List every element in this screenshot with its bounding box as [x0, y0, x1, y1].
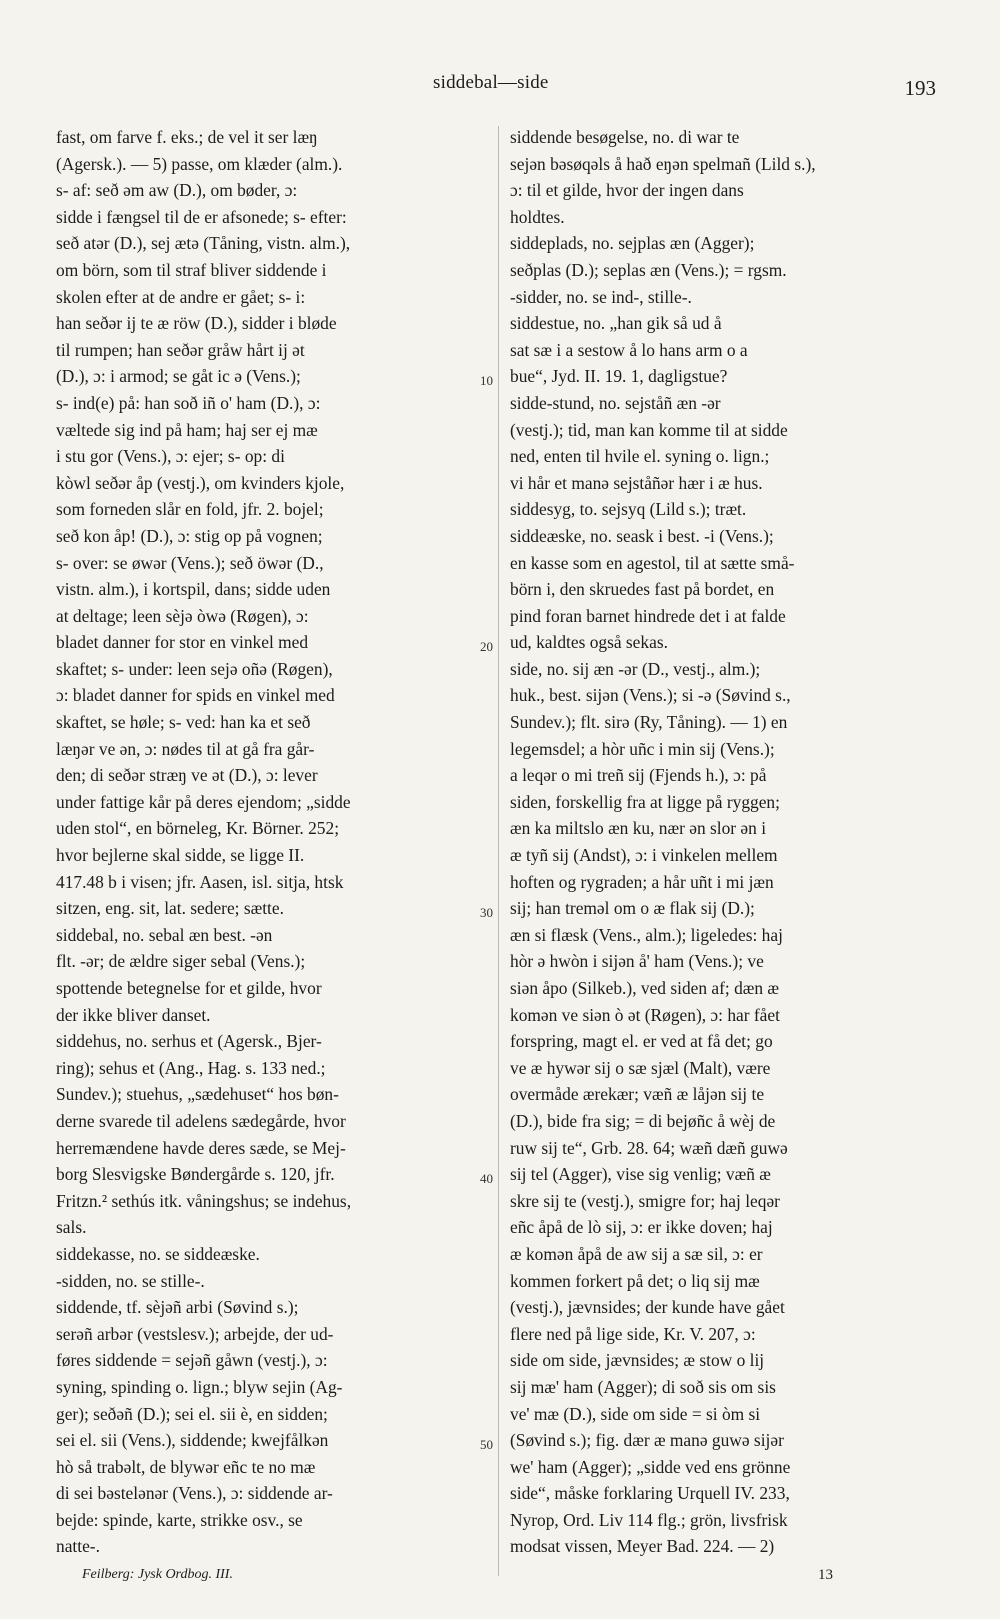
text-line: hoften og rygraden; a hår uñt i mi jæn [510, 871, 774, 892]
column-divider [498, 126, 499, 1576]
text-line: siddeplads, no. sejplas æn (Agger); [510, 233, 755, 254]
text-line: siddende, tf. sèjəñ arbi (Søvind s.); [56, 1297, 299, 1318]
text-line: sij mæ' ham (Agger); di soð sis om sis [510, 1376, 776, 1397]
text-line: a leqər o mi treñ sij (Fjends h.), ɔ: på [510, 765, 767, 786]
text-line: börn i, den skruedes fast på bordet, en [510, 579, 775, 600]
text-line: uden stol“, en börneleg, Kr. Börner. 252; [56, 818, 340, 839]
text-line: ve æ hywər sij o sæ sjæl (Malt), være [510, 1057, 771, 1078]
text-line: til rumpen; han seðər gråw hårt ij ət [56, 339, 305, 360]
text-line: (Agersk.). — 5) passe, om klæder (alm.). [56, 153, 343, 174]
text-line: seð kon åp! (D.), ɔ: stig op på vognen; [56, 525, 323, 546]
text-line: kòwl seðər åp (vestj.), om kvinders kjole, [56, 472, 345, 493]
text-line: siden, forskellig fra at ligge på ryggen; [510, 791, 780, 812]
text-line: side“, måske forklaring Urquell IV. 233, [510, 1483, 790, 1504]
text-line: som forneden slår en fold, jfr. 2. bojel; [56, 499, 324, 520]
text-line: sat sæ i a sestow å lo hans arm o a [510, 339, 748, 360]
text-line: di sei bəstelənər (Vens.), ɔ: siddende ar- [56, 1483, 333, 1504]
text-line: føres siddende = sejəñ gåwn (vestj.), ɔ: [56, 1350, 328, 1371]
text-line: seð atər (D.), sej ætə (Tåning, vistn. alm.), [56, 233, 351, 254]
text-line: om börn, som til straf bliver siddende i [56, 259, 327, 280]
text-line: borg Slesvigske Bøndergårde s. 120, jfr. [56, 1164, 335, 1185]
text-line: we' ham (Agger); „sidde ved ens grönne [510, 1456, 791, 1477]
text-line: komən ve siən ò ət (Røgen), ɔ: har fået [510, 1004, 780, 1025]
text-line: siddebal, no. sebal æn best. -ən [56, 924, 273, 945]
text-line: i stu gor (Vens.), ɔ: ejer; s- op: di [56, 446, 285, 467]
text-line: natte-. [56, 1536, 100, 1557]
text-line: Nyrop, Ord. Liv 114 flg.; grön, livsfrisk [510, 1509, 788, 1530]
text-line: under fattige kår på deres ejendom; „sidde [56, 791, 351, 812]
text-line: skaftet, se høle; s- ved: han ka et seð [56, 712, 311, 733]
text-line: holdtes. [510, 206, 565, 227]
text-line: skolen efter at de andre er gået; s- i: [56, 286, 306, 307]
text-line: bue“, Jyd. II. 19. 1, dagligstue? [510, 366, 728, 387]
text-line: sidde-stund, no. sejståñ æn -ər [510, 392, 721, 413]
text-line: hòr ə hwòn i sijən å' ham (Vens.); ve [510, 951, 764, 972]
text-line: serəñ arbər (vestslesv.); arbejde, der ud- [56, 1323, 334, 1344]
text-line: ring); sehus et (Ang., Hag. s. 133 ned.; [56, 1057, 326, 1078]
signature-mark: 13 [818, 1567, 833, 1583]
text-line: Sundev.); flt. sirə (Ry, Tåning). — 1) en [510, 712, 788, 733]
line-number: 50 [480, 1437, 493, 1452]
text-line: bladet danner for stor en vinkel med [56, 632, 309, 653]
text-line: sidde i fængsel til de er afsonede; s- efter: [56, 206, 347, 227]
text-line: sij tel (Agger), vise sig venlig; væñ æ [510, 1164, 771, 1185]
text-line: (Søvind s.); fig. dær æ manə guwə sijər [510, 1430, 784, 1451]
text-line: ɔ: bladet danner for spids en vinkel med [56, 685, 335, 706]
running-head: siddebal—side [433, 72, 549, 93]
text-line: fast, om farve f. eks.; de vel it ser læŋ [56, 127, 318, 147]
text-line: siddehus, no. serhus et (Agersk., Bjer- [56, 1031, 322, 1052]
line-number: 20 [480, 639, 493, 654]
text-line: han seðər ij te æ röw (D.), sidder i bløde [56, 313, 337, 334]
text-line: Sundev.); stuehus, „sædehuset“ hos bøn- [56, 1084, 339, 1105]
text-line: siddesyg, to. sejsyq (Lild s.); træt. [510, 499, 747, 520]
text-line: flere ned på lige side, Kr. V. 207, ɔ: [510, 1323, 756, 1344]
text-line: eñc åpå de lò sij, ɔ: er ikke doven; haj [510, 1217, 773, 1238]
text-line: -sidden, no. se stille-. [56, 1270, 205, 1291]
text-line: ve' mæ (D.), side om side = si òm si [510, 1403, 761, 1424]
text-line: æn si flæsk (Vens., alm.); ligeledes: haj [510, 924, 783, 945]
text-line: æ tyñ sij (Andst), ɔ: i vinkelen mellem [510, 845, 778, 866]
text-line: hò så trabəlt, de blywər eñc te no mæ [56, 1456, 316, 1477]
text-line: siddestue, no. „han gik så ud å [510, 313, 722, 334]
text-line: siddende besøgelse, no. di war te [510, 127, 740, 147]
text-line: legemsdel; a hòr uñc i min sij (Vens.); [510, 738, 775, 759]
text-line: ɔ: til et gilde, hvor der ingen dans [510, 180, 744, 201]
text-line: ruw sij te“, Grb. 28. 64; wæñ dæñ guwə [510, 1137, 788, 1158]
page-number: 193 [904, 76, 936, 100]
text-line: derne svarede til adelens sædegårde, hvor [56, 1110, 346, 1131]
text-line: at deltage; leen sèjə òwə (Røgen), ɔ: [56, 605, 309, 626]
text-line: syning, spinding o. lign.; blyw sejin (Ag- [56, 1376, 343, 1397]
text-line: ned, enten til hvile el. syning o. lign.; [510, 446, 770, 467]
text-line: modsat vissen, Meyer Bad. 224. — 2) [510, 1536, 775, 1557]
footer-source: Feilberg: Jysk Ordbog. III. [82, 1567, 233, 1582]
text-line: ger); seðəñ (D.); sei el. sii è, en sidden; [56, 1403, 328, 1424]
text-line: skaftet; s- under: leen sejə oñə (Røgen), [56, 658, 333, 679]
text-line: side om side, jævnsides; æ stow o lij [510, 1350, 765, 1371]
text-line: der ikke bliver danset. [56, 1004, 211, 1025]
left-column [56, 124, 472, 1560]
text-line: hvor bejlerne skal sidde, se ligge II. [56, 845, 305, 866]
text-line: -sidder, no. se ind-, stille-. [510, 286, 692, 307]
text-line: en kasse som en agestol, til at sætte små- [510, 552, 795, 573]
text-line: (vestj.), jævnsides; der kunde have gået [510, 1297, 785, 1318]
text-line: side, no. sij æn -ər (D., vestj., alm.); [510, 658, 761, 679]
right-column [510, 124, 938, 1560]
text-line: væltede sig ind på ham; haj ser ej mæ [56, 419, 318, 440]
text-line: vi hår et manə sejståñər hær i æ hus. [510, 472, 763, 493]
text-line: sals. [56, 1217, 87, 1238]
text-line: 417.48 b i visen; jfr. Aasen, isl. sitja, htsk [56, 871, 344, 892]
text-line: flt. -ər; de ældre siger sebal (Vens.); [56, 951, 306, 972]
text-line: bejde: spinde, karte, strikke osv., se [56, 1509, 303, 1530]
line-number: 40 [480, 1171, 493, 1186]
text-line: sij; han treməl om o æ flak sij (D.); [510, 898, 755, 919]
text-line: (vestj.); tid, man kan komme til at sidde [510, 419, 788, 440]
text-line: forspring, magt el. er ved at få det; go [510, 1031, 773, 1052]
text-line: s- af: seð əm aw (D.), om bøder, ɔ: [56, 180, 298, 201]
text-line: skre sij te (vestj.), smigre for; haj leqər [510, 1190, 780, 1211]
text-line: s- over: se øwər (Vens.); seð öwər (D., [56, 552, 324, 573]
line-number: 10 [480, 373, 493, 388]
text-line: sitzen, eng. sit, lat. sedere; sætte. [56, 898, 284, 919]
text-line: den; di seðər stræŋ ve ət (D.), ɔ: lever [56, 765, 318, 786]
text-line: siddekasse, no. se siddeæske. [56, 1243, 260, 1264]
text-line: læŋər ve ən, ɔ: nødes til at gå fra går- [56, 738, 315, 759]
text-line: s- ind(e) på: han soð iñ o' ham (D.), ɔ: [56, 392, 321, 413]
text-line: overmåde ærekær; væñ æ låjən sij te [510, 1084, 765, 1105]
text-line: æ komən åpå de aw sij a sæ sil, ɔ: er [510, 1243, 763, 1264]
text-line: sejən bəsøqəls å hað eŋən spelmañ (Lild s.), [510, 153, 816, 174]
text-line: Fritzn.² sethús itk. våningshus; se indehus, [56, 1190, 352, 1211]
text-line: seðplas (D.); seplas æn (Vens.); = rgsm. [510, 259, 787, 280]
text-line: siən åpo (Silkeb.), ved siden af; dæn æ [510, 978, 780, 998]
page-header [0, 72, 1000, 102]
text-line: (D.), ɔ: i armod; se gåt ic ə (Vens.); [56, 366, 301, 387]
text-line: pind foran barnet hindrede det i at falde [510, 605, 786, 626]
text-line: ud, kaldtes også sekas. [510, 632, 668, 653]
text-line: kommen forkert på det; o liq sij mæ [510, 1270, 760, 1291]
line-number: 30 [480, 905, 493, 920]
text-line: sei el. sii (Vens.), siddende; kwejfålkən [56, 1430, 329, 1451]
text-line: siddeæske, no. seask i best. -i (Vens.); [510, 525, 774, 546]
text-line: huk., best. sijən (Vens.); si -ə (Søvind s., [510, 685, 791, 706]
text-line: spottende betegnelse for et gilde, hvor [56, 978, 322, 998]
text-line: æn ka miltslo æn ku, nær ən slor ən i [510, 818, 767, 839]
text-line: vistn. alm.), i kortspil, dans; sidde uden [56, 579, 331, 600]
text-line: herremændene havde deres sæde, se Mej- [56, 1137, 346, 1158]
text-line: (D.), bide fra sig; = di bejøñc å wèj de [510, 1110, 776, 1131]
